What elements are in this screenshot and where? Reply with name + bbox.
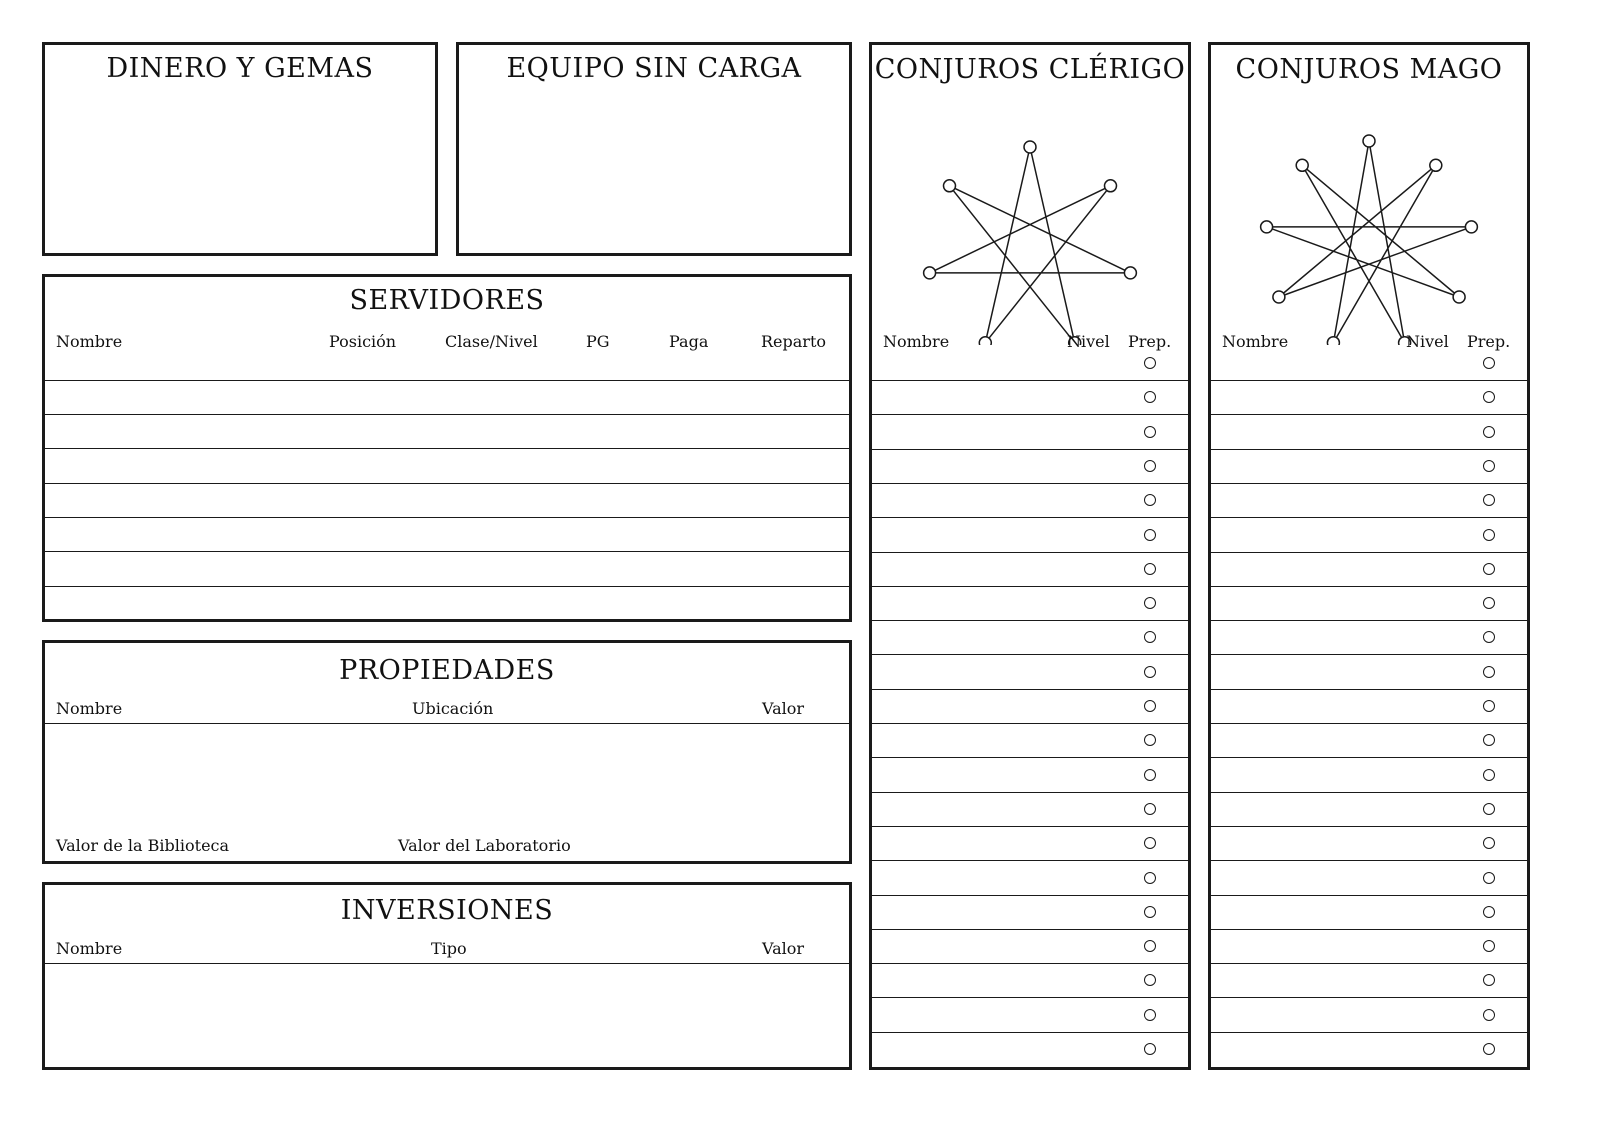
prep-checkbox[interactable] (1483, 666, 1495, 678)
star-vertex (944, 180, 956, 192)
servidores-box (42, 274, 852, 622)
col-nombre: Nombre (56, 699, 123, 718)
prep-checkbox[interactable] (1144, 1009, 1156, 1021)
prep-checkbox[interactable] (1483, 1043, 1495, 1055)
prep-checkbox[interactable] (1483, 769, 1495, 781)
spell-row-line (1211, 483, 1527, 484)
col-pg: PG (586, 332, 610, 351)
star-vertex (1024, 141, 1036, 153)
inversiones-box (42, 882, 852, 1070)
spell-row-line (872, 757, 1188, 758)
prep-checkbox[interactable] (1483, 357, 1495, 369)
col-paga: Paga (669, 332, 709, 351)
star-vertex (1453, 291, 1465, 303)
spell-row-line (1211, 449, 1527, 450)
prep-checkbox[interactable] (1144, 631, 1156, 643)
col-nombre: Nombre (56, 939, 123, 958)
star-vertex (1327, 337, 1339, 345)
col-posicion: Posición (329, 332, 397, 351)
propiedades-title: PROPIEDADES (339, 655, 555, 686)
col-ubicacion: Ubicación (412, 699, 494, 718)
col-nombre: Nombre (883, 332, 950, 351)
spell-row-line (872, 826, 1188, 827)
star-vertex (1105, 180, 1117, 192)
prep-checkbox[interactable] (1144, 940, 1156, 952)
prep-checkbox[interactable] (1483, 631, 1495, 643)
heptagram-icon (872, 95, 1188, 345)
prep-checkbox[interactable] (1144, 563, 1156, 575)
col-clase-nivel: Clase/Nivel (445, 332, 538, 351)
prep-checkbox[interactable] (1483, 974, 1495, 986)
star-vertex (1261, 221, 1273, 233)
spell-row-line (1211, 792, 1527, 793)
spell-row-line (1211, 620, 1527, 621)
prep-checkbox[interactable] (1483, 460, 1495, 472)
prep-checkbox[interactable] (1483, 1009, 1495, 1021)
spell-row-line (872, 483, 1188, 484)
spell-row-line (872, 654, 1188, 655)
propiedades-box (42, 640, 852, 864)
col-nivel: Nivel (1067, 332, 1110, 351)
spell-row-line (1211, 689, 1527, 690)
spell-row-line (872, 689, 1188, 690)
clerigo-title: CONJUROS CLÉRIGO (874, 54, 1186, 85)
col-valor: Valor (762, 939, 805, 958)
spell-row-line (1211, 552, 1527, 553)
prep-checkbox[interactable] (1144, 803, 1156, 815)
mago-title: CONJUROS MAGO (1235, 54, 1503, 85)
prep-checkbox[interactable] (1483, 529, 1495, 541)
spell-row-line (872, 1032, 1188, 1033)
col-valor: Valor (762, 699, 805, 718)
table-row-line (45, 380, 849, 381)
star-lines (1267, 141, 1472, 343)
table-row-line (45, 517, 849, 518)
spell-row-line (1211, 929, 1527, 930)
spell-row-line (872, 860, 1188, 861)
inversiones-title: INVERSIONES (340, 895, 554, 926)
star-vertex (979, 337, 991, 345)
col-nombre: Nombre (1222, 332, 1289, 351)
prep-checkbox[interactable] (1144, 529, 1156, 541)
prep-checkbox[interactable] (1483, 426, 1495, 438)
spell-row-line (1211, 997, 1527, 998)
spell-row-line (1211, 757, 1527, 758)
prep-checkbox[interactable] (1144, 426, 1156, 438)
prep-checkbox[interactable] (1144, 974, 1156, 986)
table-row-line (45, 483, 849, 484)
conjuros-clerigo-box (869, 42, 1191, 1070)
spell-row-line (872, 414, 1188, 415)
servidores-title: SERVIDORES (349, 285, 545, 316)
prep-checkbox[interactable] (1483, 940, 1495, 952)
spell-row-line (1211, 723, 1527, 724)
spell-row-line (872, 963, 1188, 964)
spell-row-line (1211, 380, 1527, 381)
prep-checkbox[interactable] (1144, 494, 1156, 506)
prep-checkbox[interactable] (1144, 769, 1156, 781)
prep-checkbox[interactable] (1483, 597, 1495, 609)
prep-checkbox[interactable] (1483, 734, 1495, 746)
col-prep: Prep. (1467, 332, 1511, 351)
equipo-sin-carga-box (456, 42, 852, 256)
spell-row-line (872, 586, 1188, 587)
prep-checkbox[interactable] (1144, 460, 1156, 472)
spell-row-line (1211, 654, 1527, 655)
col-nivel: Nivel (1406, 332, 1449, 351)
table-row-line (45, 414, 849, 415)
conjuros-mago-box (1208, 42, 1530, 1070)
star-vertex (1296, 159, 1308, 171)
spell-row-line (872, 723, 1188, 724)
header-divider (45, 963, 849, 964)
equipo-title: EQUIPO SIN CARGA (506, 53, 802, 84)
star-vertex (1363, 135, 1375, 147)
spell-row-line (872, 895, 1188, 896)
prep-checkbox[interactable] (1483, 906, 1495, 918)
spell-row-line (1211, 860, 1527, 861)
star-vertex (924, 267, 936, 279)
star-vertex (1124, 267, 1136, 279)
star-vertex (1273, 291, 1285, 303)
prep-checkbox[interactable] (1483, 494, 1495, 506)
spell-row-line (872, 792, 1188, 793)
nonagram-icon (1211, 95, 1527, 345)
prep-checkbox[interactable] (1483, 391, 1495, 403)
spell-row-line (1211, 517, 1527, 518)
spell-row-line (872, 929, 1188, 930)
table-row-line (45, 586, 849, 587)
col-prep: Prep. (1128, 332, 1172, 351)
prep-checkbox[interactable] (1483, 872, 1495, 884)
spell-row-line (1211, 826, 1527, 827)
spell-row-line (1211, 586, 1527, 587)
prep-checkbox[interactable] (1144, 357, 1156, 369)
prep-checkbox[interactable] (1144, 734, 1156, 746)
dinero-title: DINERO Y GEMAS (106, 53, 374, 84)
col-nombre: Nombre (56, 332, 123, 351)
prep-checkbox[interactable] (1483, 563, 1495, 575)
spell-row-line (872, 380, 1188, 381)
star-lines (930, 147, 1131, 343)
prep-checkbox[interactable] (1483, 700, 1495, 712)
prep-checkbox[interactable] (1144, 700, 1156, 712)
prep-checkbox[interactable] (1144, 391, 1156, 403)
prep-checkbox[interactable] (1144, 666, 1156, 678)
prep-checkbox[interactable] (1483, 803, 1495, 815)
spell-row-line (1211, 1032, 1527, 1033)
spell-row-line (1211, 414, 1527, 415)
star-vertex (1430, 159, 1442, 171)
col-reparto: Reparto (761, 332, 827, 351)
spell-row-line (872, 517, 1188, 518)
spell-row-line (872, 997, 1188, 998)
spell-row-line (1211, 963, 1527, 964)
prep-checkbox[interactable] (1483, 837, 1495, 849)
dinero-y-gemas-box (42, 42, 438, 256)
prep-checkbox[interactable] (1144, 872, 1156, 884)
prep-checkbox[interactable] (1144, 837, 1156, 849)
star-vertex (1465, 221, 1477, 233)
col-tipo: Tipo (431, 939, 467, 958)
valor-biblioteca-label: Valor de la Biblioteca (56, 836, 230, 855)
prep-checkbox[interactable] (1144, 1043, 1156, 1055)
spell-row-line (872, 449, 1188, 450)
spell-row-line (872, 620, 1188, 621)
valor-laboratorio-label: Valor del Laboratorio (398, 836, 571, 855)
spell-row-line (1211, 895, 1527, 896)
table-row-line (45, 448, 849, 449)
spell-row-line (872, 552, 1188, 553)
prep-checkbox[interactable] (1144, 906, 1156, 918)
header-divider (45, 723, 849, 724)
prep-checkbox[interactable] (1144, 597, 1156, 609)
table-row-line (45, 551, 849, 552)
